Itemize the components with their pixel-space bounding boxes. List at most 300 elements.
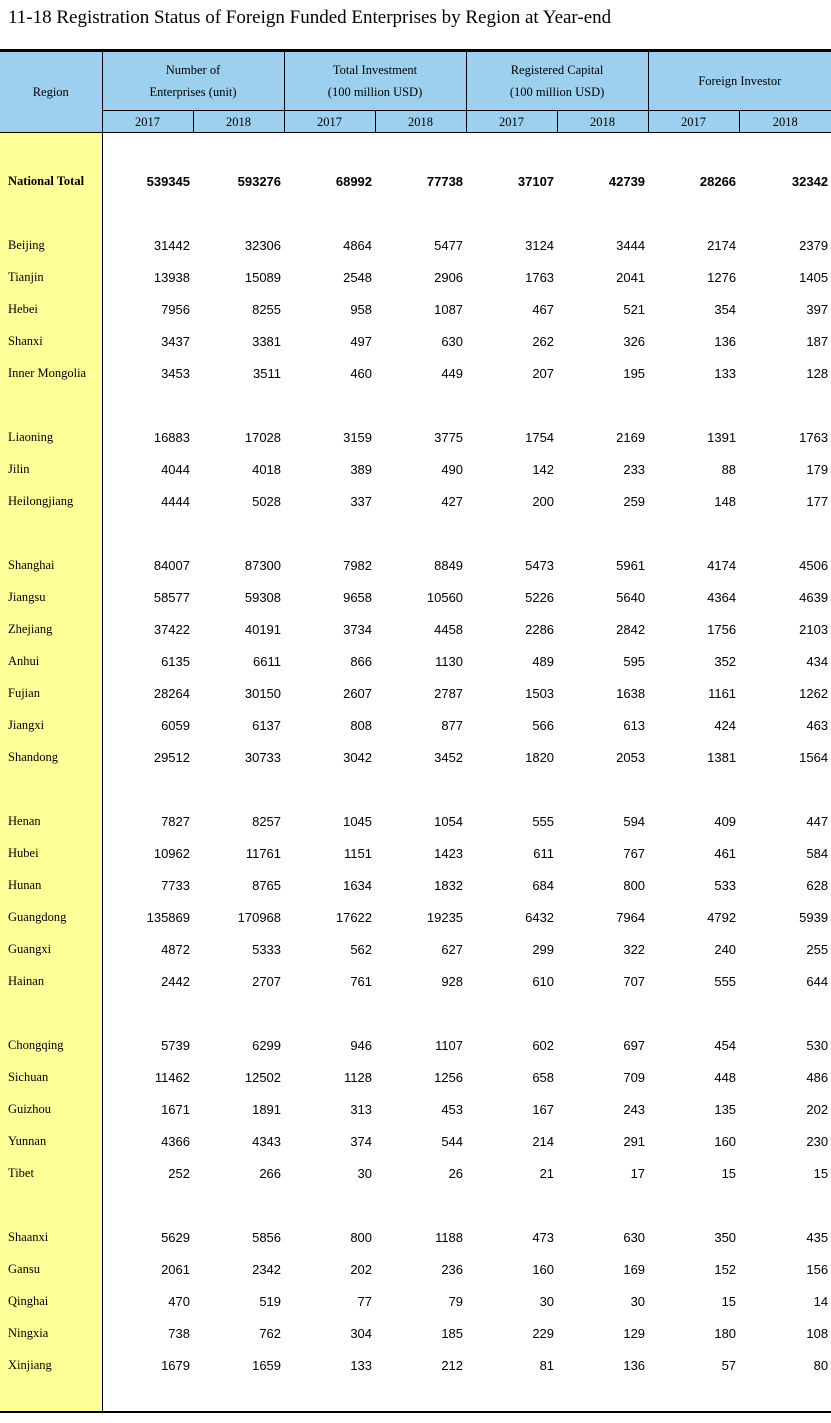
- spacer-row: [0, 517, 831, 549]
- value-cell: 169: [623, 1261, 646, 1277]
- value-cell: 448: [714, 1069, 737, 1085]
- region-row: [0, 1253, 831, 1285]
- value-cell: 389: [350, 461, 373, 477]
- value-cell: 31442: [153, 237, 190, 253]
- value-cell: 6137: [252, 717, 282, 733]
- value-cell: 7733: [161, 877, 190, 893]
- value-cell: 135869: [146, 909, 190, 925]
- value-cell: 5939: [799, 909, 829, 925]
- value-cell: 32306: [244, 237, 282, 253]
- year-header: 2018: [557, 111, 648, 133]
- value-cell: 16883: [153, 429, 190, 445]
- value-cell: 5028: [252, 493, 282, 509]
- value-cell: 15: [721, 1293, 737, 1309]
- spacer-cell: [739, 997, 831, 1029]
- region-name-cell: Shanghai: [0, 549, 102, 581]
- value-cell: 467: [532, 301, 555, 317]
- value-cell: 5856: [252, 1229, 282, 1245]
- value-cell: 2787: [434, 685, 464, 701]
- value-cell: 3437: [161, 333, 190, 349]
- value-cell: 326: [623, 333, 646, 349]
- group-header-foreign-investor: [648, 52, 831, 111]
- spacer-cell: [466, 773, 557, 805]
- spacer-cell: [284, 389, 375, 421]
- spacer-cell: [102, 773, 193, 805]
- region-name-cell: Tianjin: [0, 261, 102, 293]
- value-cell: 533: [714, 877, 737, 893]
- spacer-cell: [648, 517, 739, 549]
- value-cell: 584: [806, 845, 829, 861]
- value-cell: 152: [714, 1261, 737, 1277]
- value-cell: 1128: [344, 1069, 373, 1085]
- value-cell: 1188: [435, 1229, 464, 1245]
- value-cell: 19235: [426, 909, 464, 925]
- value-cell: 1671: [161, 1101, 190, 1117]
- value-cell: 519: [259, 1293, 282, 1309]
- region-name-cell: Xinjiang: [0, 1349, 102, 1381]
- value-cell: 490: [441, 461, 464, 477]
- value-cell: 252: [168, 1165, 190, 1181]
- value-cell: 566: [532, 717, 555, 733]
- value-cell: 4343: [252, 1133, 282, 1149]
- value-cell: 4864: [343, 237, 373, 253]
- value-cell: 613: [623, 717, 646, 733]
- value-cell: 877: [441, 717, 464, 733]
- value-cell: 32342: [791, 173, 829, 189]
- value-cell: 6432: [525, 909, 555, 925]
- region-row: [0, 741, 831, 773]
- value-cell: 77738: [426, 173, 464, 189]
- group-header-line1: Total Investment: [332, 63, 418, 77]
- value-cell: 928: [441, 973, 464, 989]
- spacer-row: [0, 1189, 831, 1221]
- spacer-cell: [739, 389, 831, 421]
- value-cell: 800: [623, 877, 646, 893]
- value-cell: 21: [539, 1165, 555, 1181]
- region-row: [0, 1029, 831, 1061]
- value-cell: 1151: [344, 845, 373, 861]
- value-cell: 761: [350, 973, 373, 989]
- value-cell: 37422: [153, 621, 190, 637]
- value-cell: 26: [448, 1165, 464, 1181]
- region-name-cell: Sichuan: [0, 1061, 102, 1093]
- spacer-cell: [102, 517, 193, 549]
- value-cell: 29512: [153, 749, 190, 765]
- value-cell: 80: [813, 1357, 829, 1373]
- group-header-line2: (100 million USD): [509, 85, 605, 99]
- region-row: [0, 581, 831, 613]
- region-row: [0, 325, 831, 357]
- value-cell: 337: [350, 493, 373, 509]
- value-cell: 1756: [707, 621, 737, 637]
- spacer-cell: [648, 1381, 739, 1411]
- region-name-cell: Guangxi: [0, 933, 102, 965]
- value-cell: 5640: [616, 589, 646, 605]
- value-cell: 1130: [435, 653, 464, 669]
- group-header-total-investment: [284, 52, 466, 111]
- value-cell: 5473: [525, 557, 555, 573]
- spacer-cell: [557, 773, 648, 805]
- value-cell: 108: [806, 1325, 829, 1341]
- spacer-row: [0, 389, 831, 421]
- spacer-cell: [739, 1189, 831, 1221]
- region-name-cell: Guizhou: [0, 1093, 102, 1125]
- value-cell: 30: [357, 1165, 373, 1181]
- region-name-cell: Hunan: [0, 869, 102, 901]
- value-cell: 187: [806, 333, 829, 349]
- value-cell: 4639: [799, 589, 829, 605]
- value-cell: 8765: [252, 877, 282, 893]
- spacer-cell: [193, 389, 284, 421]
- value-cell: 58577: [153, 589, 190, 605]
- value-cell: 202: [350, 1261, 373, 1277]
- spacer-cell: [557, 997, 648, 1029]
- spacer-cell: [739, 517, 831, 549]
- year-header: 2017: [466, 111, 557, 133]
- spacer-cell: [375, 1381, 466, 1411]
- region-name-cell: Inner Mongolia: [0, 357, 102, 389]
- value-cell: 266: [259, 1165, 282, 1181]
- value-cell: 1045: [343, 813, 373, 829]
- value-cell: 497: [350, 333, 373, 349]
- region-spacer-cell: [0, 773, 102, 805]
- value-cell: 684: [532, 877, 555, 893]
- region-row: [0, 901, 831, 933]
- value-cell: 304: [350, 1325, 373, 1341]
- value-cell: 133: [350, 1357, 373, 1373]
- value-cell: 530: [806, 1037, 829, 1053]
- value-cell: 1763: [799, 429, 829, 445]
- value-cell: 630: [441, 333, 464, 349]
- value-cell: 11761: [245, 845, 282, 861]
- spacer-cell: [193, 517, 284, 549]
- value-cell: 1763: [525, 269, 555, 285]
- spacer-cell: [375, 997, 466, 1029]
- spacer-cell: [375, 517, 466, 549]
- spacer-cell: [375, 773, 466, 805]
- value-cell: 3511: [253, 365, 282, 381]
- region-name-cell: Hubei: [0, 837, 102, 869]
- region-name-cell: Shandong: [0, 741, 102, 773]
- value-cell: 2442: [161, 973, 190, 989]
- value-cell: 470: [168, 1293, 190, 1309]
- value-cell: 167: [532, 1101, 555, 1117]
- value-cell: 2842: [616, 621, 646, 637]
- region-row: [0, 1125, 831, 1157]
- region-name-cell: Zhejiang: [0, 613, 102, 645]
- spacer-cell: [557, 1189, 648, 1221]
- value-cell: 709: [623, 1069, 646, 1085]
- value-cell: 322: [623, 941, 646, 957]
- value-cell: 1262: [799, 685, 829, 701]
- national-total-row: [0, 133, 831, 230]
- value-cell: 555: [532, 813, 555, 829]
- value-cell: 738: [168, 1325, 190, 1341]
- value-cell: 7956: [161, 301, 190, 317]
- value-cell: 454: [714, 1037, 737, 1053]
- value-cell: 1679: [161, 1357, 190, 1373]
- value-cell: 88: [721, 461, 737, 477]
- group-header-line2: Enterprises (unit): [149, 85, 237, 99]
- value-cell: 30733: [244, 749, 282, 765]
- value-cell: 233: [623, 461, 646, 477]
- value-cell: 1891: [252, 1101, 282, 1117]
- value-cell: 230: [806, 1133, 829, 1149]
- value-cell: 562: [350, 941, 373, 957]
- region-row: [0, 485, 831, 517]
- region-name-cell: Ningxia: [0, 1317, 102, 1349]
- spacer-row: [0, 1381, 831, 1411]
- region-row: [0, 677, 831, 709]
- value-cell: 800: [350, 1229, 373, 1245]
- value-cell: 354: [714, 301, 737, 317]
- region-column-header: Region: [0, 52, 102, 133]
- value-cell: 1087: [434, 301, 464, 317]
- value-cell: 30: [630, 1293, 646, 1309]
- value-cell: 136: [623, 1357, 646, 1373]
- value-cell: 135: [714, 1101, 737, 1117]
- region-row: [0, 357, 831, 389]
- region-name-cell: Hebei: [0, 293, 102, 325]
- value-cell: 11462: [154, 1069, 190, 1085]
- value-cell: 207: [532, 365, 555, 381]
- value-cell: 9658: [343, 589, 373, 605]
- spacer-cell: [284, 517, 375, 549]
- value-cell: 3444: [616, 237, 646, 253]
- spacer-cell: [102, 1189, 193, 1221]
- value-cell: 1423: [434, 845, 464, 861]
- region-row: [0, 933, 831, 965]
- value-cell: 3452: [434, 749, 464, 765]
- value-cell: 434: [806, 653, 829, 669]
- value-cell: 6135: [161, 653, 190, 669]
- value-cell: 539345: [146, 173, 190, 189]
- region-row: [0, 709, 831, 741]
- value-cell: 129: [623, 1325, 646, 1341]
- region-name-cell: Shanxi: [0, 325, 102, 357]
- value-cell: 12502: [244, 1069, 282, 1085]
- region-name-cell: Yunnan: [0, 1125, 102, 1157]
- value-cell: 87300: [244, 557, 282, 573]
- value-cell: 946: [350, 1037, 373, 1053]
- value-cell: 7964: [616, 909, 646, 925]
- value-cell: 453: [441, 1101, 464, 1117]
- value-cell: 630: [623, 1229, 646, 1245]
- value-cell: 243: [623, 1101, 646, 1117]
- value-cell: 6299: [252, 1037, 282, 1053]
- value-cell: 447: [806, 813, 829, 829]
- value-cell: 30150: [244, 685, 282, 701]
- value-cell: 2103: [799, 621, 829, 637]
- group-header-enterprises: [102, 52, 284, 111]
- year-header: 2018: [193, 111, 284, 133]
- value-cell: 1054: [434, 813, 464, 829]
- value-cell: 2548: [343, 269, 373, 285]
- value-cell: 4018: [252, 461, 282, 477]
- value-cell: 5739: [161, 1037, 190, 1053]
- value-cell: 4174: [707, 557, 737, 573]
- region-row: [0, 453, 831, 485]
- value-cell: 352: [714, 653, 737, 669]
- spacer-row: [0, 997, 831, 1029]
- value-cell: 1256: [434, 1069, 464, 1085]
- value-cell: 4458: [434, 621, 464, 637]
- value-cell: 177: [806, 493, 829, 509]
- value-cell: 13938: [153, 269, 190, 285]
- value-cell: 240: [714, 941, 737, 957]
- value-cell: 1832: [434, 877, 464, 893]
- value-cell: 15: [721, 1165, 737, 1181]
- value-cell: 762: [259, 1325, 282, 1341]
- spacer-cell: [375, 1189, 466, 1221]
- value-cell: 544: [441, 1133, 464, 1149]
- value-cell: 170968: [237, 909, 282, 925]
- value-cell: 866: [350, 653, 373, 669]
- region-name-cell: Chongqing: [0, 1029, 102, 1061]
- value-cell: 460: [350, 365, 373, 381]
- value-cell: 2053: [616, 749, 646, 765]
- value-cell: 2342: [252, 1261, 282, 1277]
- value-cell: 2286: [525, 621, 555, 637]
- value-cell: 1659: [252, 1357, 282, 1373]
- value-cell: 2707: [252, 973, 282, 989]
- value-cell: 3124: [525, 237, 555, 253]
- value-cell: 7827: [161, 813, 190, 829]
- value-cell: 79: [448, 1293, 464, 1309]
- region-row: [0, 869, 831, 901]
- value-cell: 10560: [426, 589, 464, 605]
- value-cell: 262: [532, 333, 555, 349]
- spacer-cell: [739, 1381, 831, 1411]
- value-cell: 602: [532, 1037, 555, 1053]
- value-cell: 397: [806, 301, 829, 317]
- value-cell: 57: [721, 1357, 737, 1373]
- spacer-cell: [739, 773, 831, 805]
- value-cell: 59308: [244, 589, 282, 605]
- header-row-years: [0, 111, 831, 133]
- value-cell: 4444: [161, 493, 190, 509]
- spacer-row: [0, 773, 831, 805]
- value-cell: 2906: [434, 269, 464, 285]
- group-header-line1: Registered Capital: [510, 63, 604, 77]
- bottom-rule: [0, 1411, 831, 1413]
- group-header-line2: (100 million USD): [327, 85, 423, 99]
- value-cell: 195: [623, 365, 646, 381]
- year-header: 2018: [739, 111, 831, 133]
- value-cell: 6611: [253, 653, 282, 669]
- value-cell: 17028: [244, 429, 282, 445]
- value-cell: 463: [806, 717, 829, 733]
- region-name-cell: Beijing: [0, 229, 102, 261]
- region-row: [0, 1317, 831, 1349]
- value-cell: 8255: [252, 301, 282, 317]
- value-cell: 14: [813, 1293, 829, 1309]
- region-row: [0, 229, 831, 261]
- spacer-cell: [102, 389, 193, 421]
- value-cell: 3159: [343, 429, 373, 445]
- region-name-cell: Anhui: [0, 645, 102, 677]
- value-cell: 202: [806, 1101, 829, 1117]
- region-name-cell: Jiangxi: [0, 709, 102, 741]
- value-cell: 4872: [161, 941, 190, 957]
- value-cell: 435: [806, 1229, 829, 1245]
- value-cell: 5961: [616, 557, 646, 573]
- value-cell: 313: [350, 1101, 373, 1117]
- value-cell: 449: [441, 365, 464, 381]
- group-header-line1: Number of: [165, 63, 221, 77]
- page-title: 11-18 Registration Status of Foreign Funded Enterprises by Region at Year-end: [8, 7, 612, 28]
- value-cell: 3775: [434, 429, 464, 445]
- region-row: [0, 613, 831, 645]
- value-cell: 142: [532, 461, 555, 477]
- value-cell: 148: [714, 493, 737, 509]
- region-spacer-cell: [0, 997, 102, 1029]
- value-cell: 5629: [161, 1229, 190, 1245]
- value-cell: 1820: [525, 749, 555, 765]
- statistics-table: [0, 51, 831, 1411]
- value-cell: 658: [532, 1069, 555, 1085]
- value-cell: 30: [539, 1293, 555, 1309]
- value-cell: 15: [813, 1165, 829, 1181]
- value-cell: 255: [806, 941, 829, 957]
- value-cell: 28266: [699, 173, 737, 189]
- value-cell: 128: [806, 365, 829, 381]
- value-cell: 160: [714, 1133, 737, 1149]
- value-cell: 1754: [525, 429, 555, 445]
- region-name-cell: Shaanxi: [0, 1221, 102, 1253]
- value-cell: 2041: [616, 269, 646, 285]
- value-cell: 555: [714, 973, 737, 989]
- value-cell: 68992: [335, 173, 373, 189]
- value-cell: 236: [441, 1261, 464, 1277]
- value-cell: 2379: [799, 237, 829, 253]
- region-row: [0, 1349, 831, 1381]
- value-cell: 808: [350, 717, 373, 733]
- region-name-cell: Fujian: [0, 677, 102, 709]
- value-cell: 1564: [799, 749, 829, 765]
- value-cell: 628: [806, 877, 829, 893]
- region-spacer-cell: [0, 517, 102, 549]
- value-cell: 179: [806, 461, 829, 477]
- value-cell: 214: [532, 1133, 555, 1149]
- spacer-cell: [284, 1189, 375, 1221]
- value-cell: 4792: [707, 909, 737, 925]
- value-cell: 4366: [161, 1133, 190, 1149]
- value-cell: 1405: [799, 269, 829, 285]
- spacer-cell: [466, 1189, 557, 1221]
- value-cell: 350: [714, 1229, 737, 1245]
- year-header: 2017: [102, 111, 193, 133]
- value-cell: 200: [532, 493, 555, 509]
- value-cell: 259: [623, 493, 646, 509]
- value-cell: 136: [714, 333, 737, 349]
- value-cell: 160: [532, 1261, 555, 1277]
- value-cell: 521: [623, 301, 646, 317]
- value-cell: 81: [539, 1357, 555, 1373]
- value-cell: 473: [532, 1229, 555, 1245]
- value-cell: 1107: [435, 1037, 464, 1053]
- value-cell: 5477: [434, 237, 464, 253]
- value-cell: 2607: [343, 685, 373, 701]
- value-cell: 2061: [161, 1261, 190, 1277]
- region-name-cell: Hainan: [0, 965, 102, 997]
- value-cell: 185: [441, 1325, 464, 1341]
- value-cell: 229: [532, 1325, 555, 1341]
- region-row: [0, 293, 831, 325]
- value-cell: 958: [350, 301, 373, 317]
- region-row: [0, 1285, 831, 1317]
- region-name-cell: Henan: [0, 805, 102, 837]
